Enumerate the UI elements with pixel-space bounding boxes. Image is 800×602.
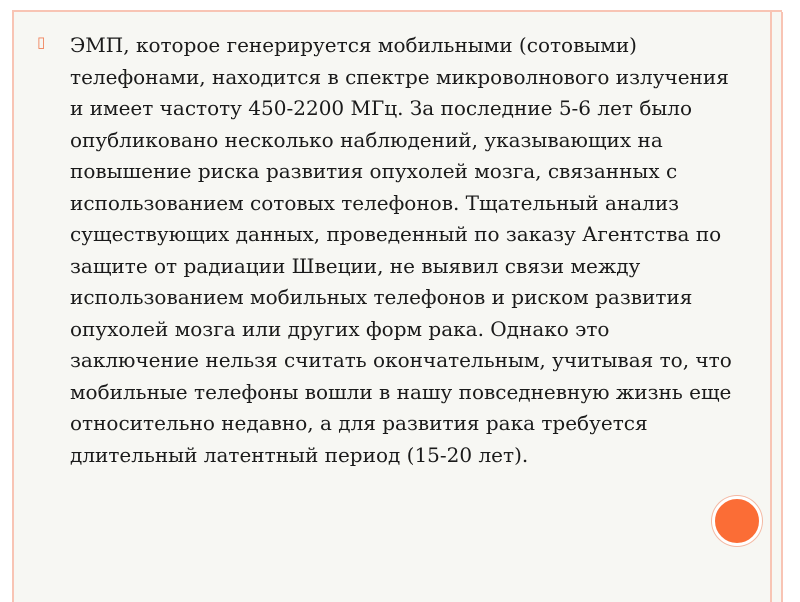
top-border-line bbox=[12, 10, 782, 12]
decorative-circle bbox=[712, 496, 762, 546]
right-inner-border-line bbox=[770, 12, 772, 602]
right-outer-border-line bbox=[781, 12, 783, 602]
body-paragraph: ЭМП, которое генерируется мобильными (сотовыми) телефонами, находится в спектре микроволнового излучения и имеет частоту 450-2200 МГц. За последние 5-6 лет было опубликовано несколько наблюдений, указывающих на повышение риска развития опухолей мозга, связанных с использованием сотовых телефонов. Тщательный анализ существующих данных, проведенный по заказу Агентства по защите от радиации Швеции, не выявил связи между использованием мобильных телефонов и риском развития опухолей мозга или других форм рака. Однако это заключение нельзя считать окончательным, учитывая то, что мобильные телефоны вошли в нашу повседневную жизнь еще относительно недавно, а для развития рака требуется длительный латентный период (15-20 лет). bbox=[70, 33, 732, 467]
slide-content bbox=[37, 30, 737, 471]
left-border-line bbox=[12, 12, 14, 602]
bullet-icon: ▯ bbox=[37, 33, 46, 51]
